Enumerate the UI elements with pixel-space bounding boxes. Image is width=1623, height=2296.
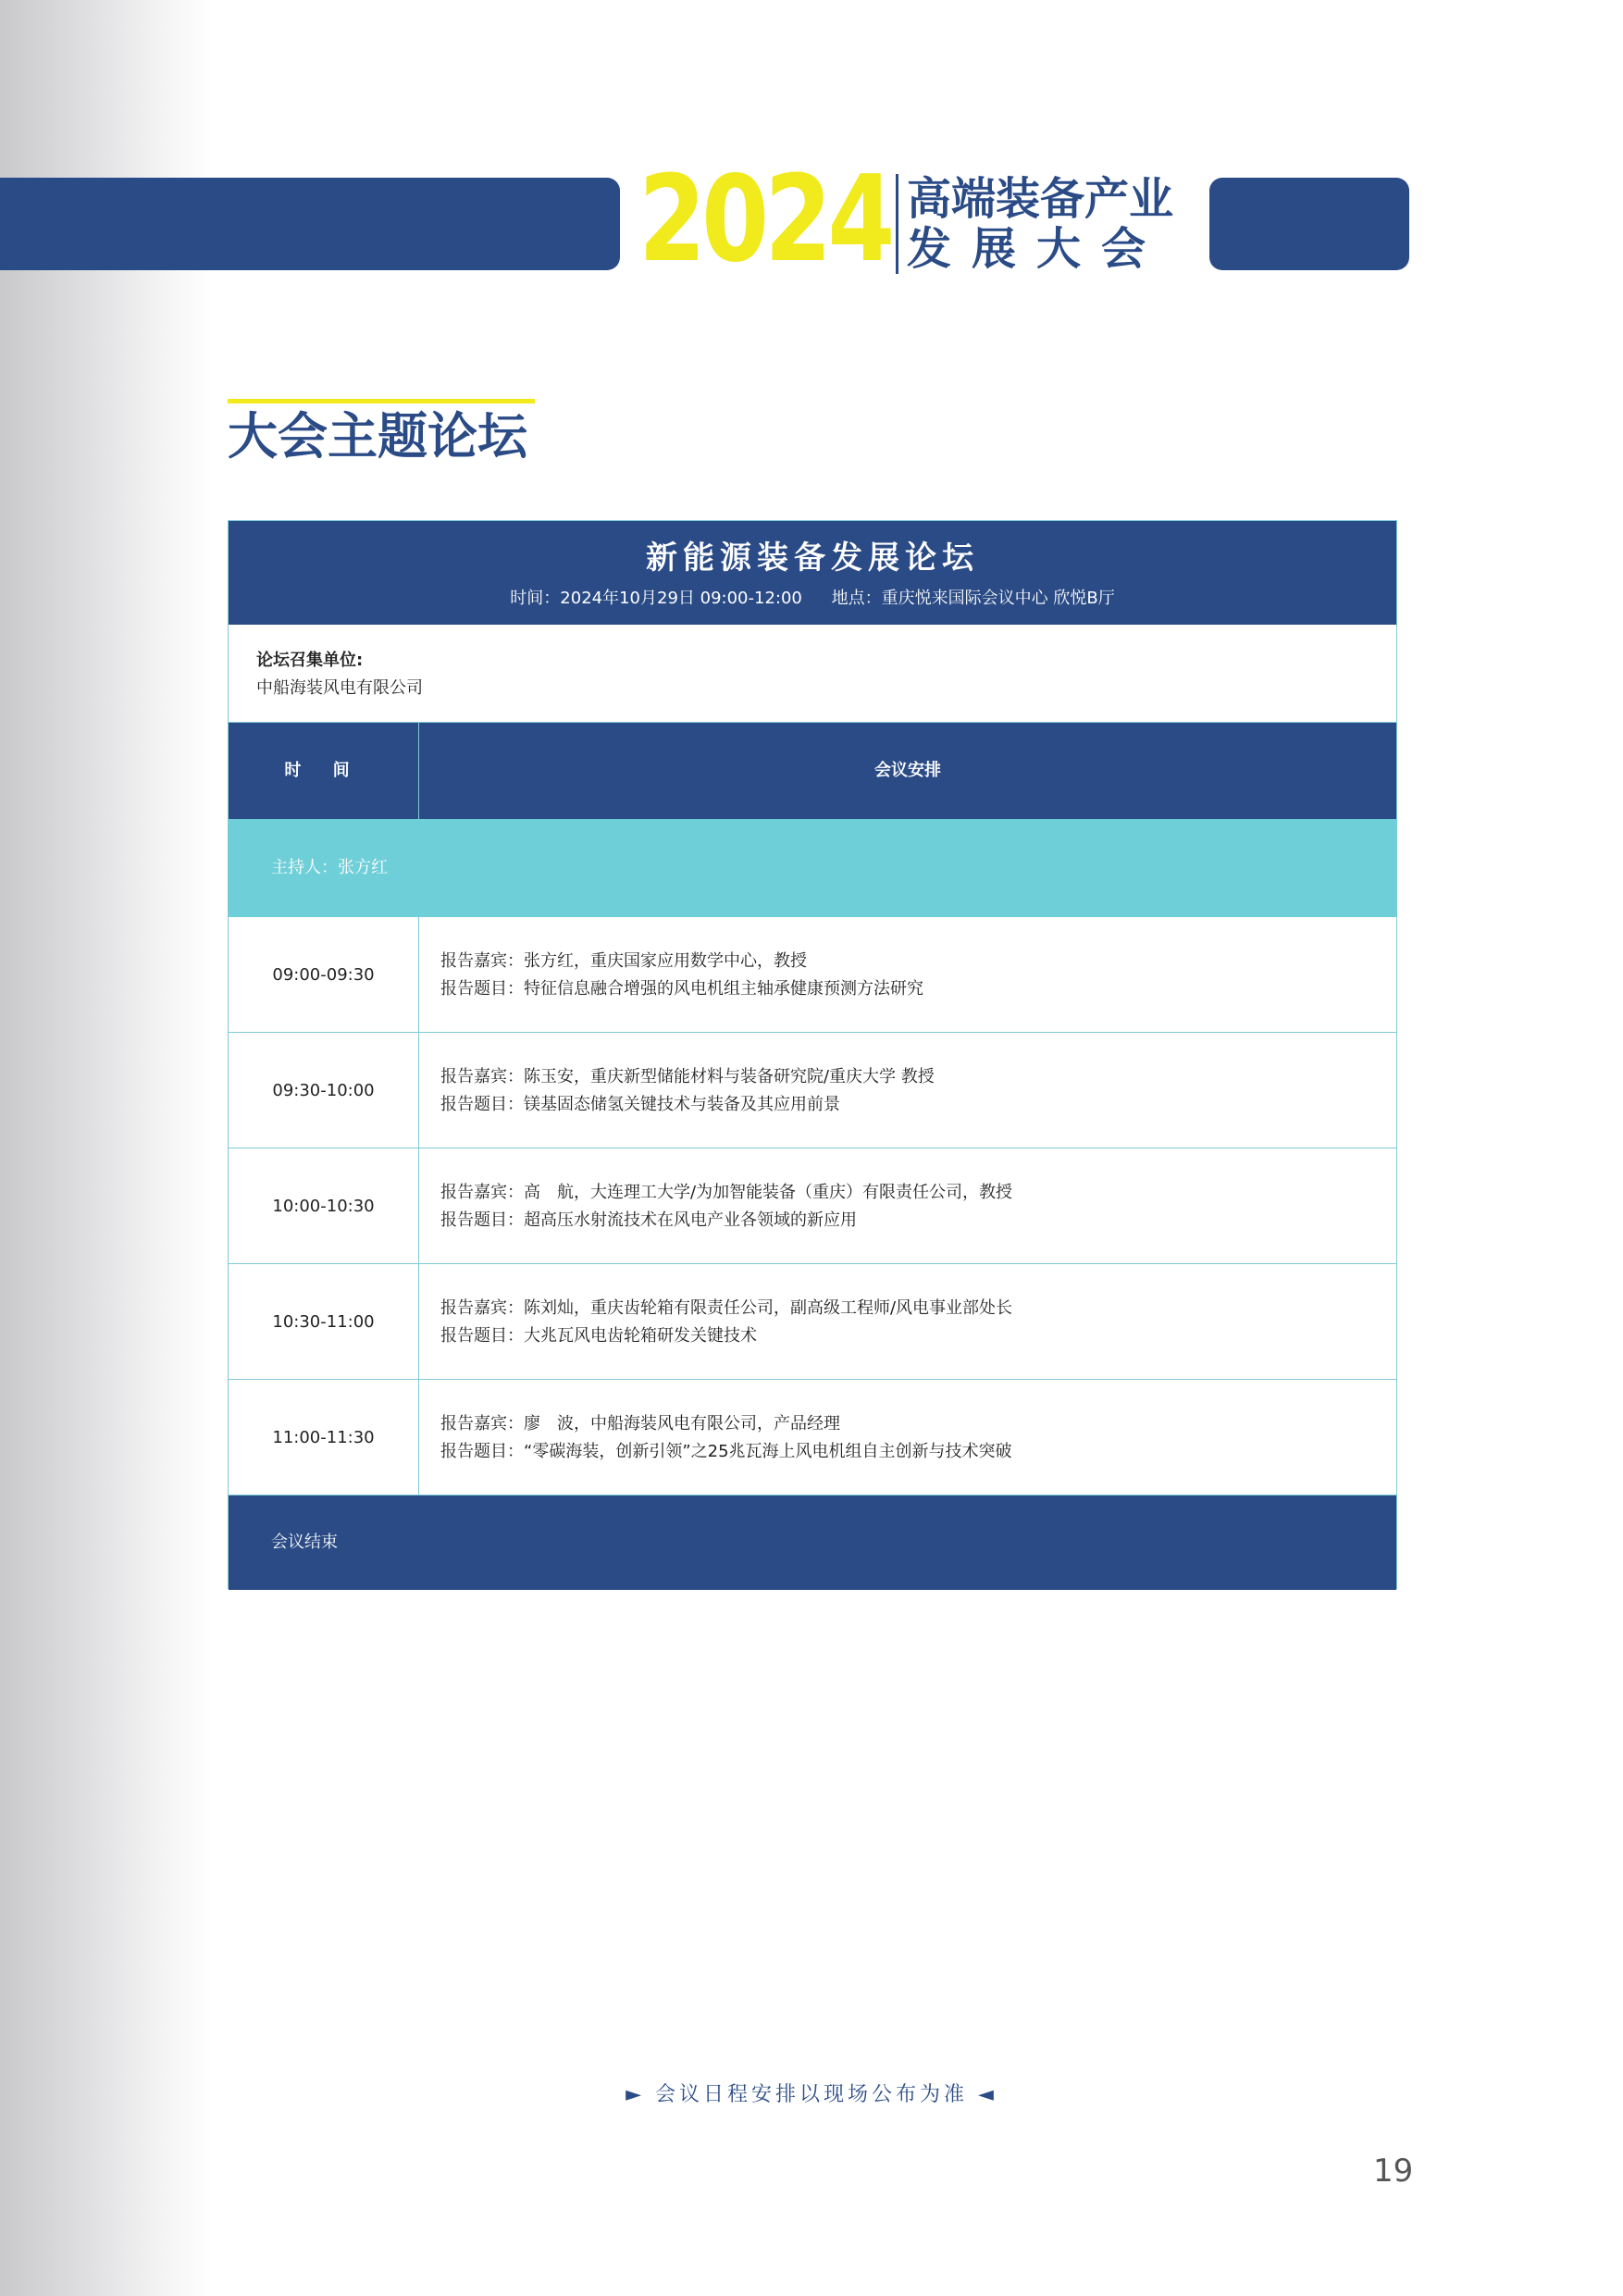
column-header-time: 时 间 <box>229 723 419 819</box>
table-row <box>229 1033 1396 1148</box>
forum-location: 地点：重庆悦来国际会议中心 欣悦B厅 <box>831 589 1115 608</box>
header-title-line2: 发展大会 <box>907 223 1167 275</box>
page-number: 19 <box>1373 2153 1414 2190</box>
section-accent-line <box>228 399 535 403</box>
row-body <box>440 1063 1378 1119</box>
end-row <box>229 1496 1396 1590</box>
row-body <box>440 948 1378 1003</box>
row-speaker: 报告嘉宾：廖 波，中船海装风电有限公司，产品经理 <box>440 1414 840 1433</box>
forum-table <box>228 520 1397 1589</box>
row-speaker: 报告嘉宾：张方红，重庆国家应用数学中心，教授 <box>440 951 807 971</box>
header-bar-right <box>1209 178 1409 270</box>
row-topic: 报告题目：特征信息融合增强的风电机组主轴承健康预测方法研究 <box>440 979 923 999</box>
row-speaker: 报告嘉宾：陈玉安，重庆新型储能材料与装备研究院/重庆大学 教授 <box>440 1067 935 1086</box>
row-body <box>440 1179 1378 1235</box>
table-row <box>229 917 1396 1033</box>
forum-meta <box>229 588 1396 610</box>
row-time: 09:00-09:30 <box>229 917 419 1032</box>
convener-block <box>229 625 1396 723</box>
table-row <box>229 1264 1396 1380</box>
row-topic: 报告题目：“零碳海装，创新引领”之25兆瓦海上风电机组自主创新与技术突破 <box>440 1442 1012 1461</box>
table-header <box>229 723 1396 819</box>
header-year: 2024 <box>638 151 891 289</box>
left-gradient-band <box>0 0 213 2296</box>
column-header-agenda: 会议安排 <box>874 761 941 780</box>
convener-value: 中船海装风电有限公司 <box>256 678 423 698</box>
row-topic: 报告题目：超高压水射流技术在风电产业各领域的新应用 <box>440 1210 857 1230</box>
row-speaker: 报告嘉宾：陈刘灿，重庆齿轮箱有限责任公司，副高级工程师/风电事业部处长 <box>440 1298 1013 1318</box>
table-row <box>229 1148 1396 1264</box>
row-time: 10:00-10:30 <box>229 1148 419 1263</box>
host-row <box>229 819 1396 917</box>
forum-time: 时间：2024年10月29日 09:00-12:00 <box>510 589 802 608</box>
header-title-line1: 高端装备产业 <box>907 173 1174 225</box>
host-text: 主持人：张方红 <box>271 858 388 877</box>
row-body <box>440 1410 1378 1466</box>
header-divider <box>896 174 898 274</box>
end-text: 会议结束 <box>271 1533 338 1552</box>
row-body <box>440 1295 1378 1350</box>
row-time: 10:30-11:00 <box>229 1264 419 1379</box>
header-title <box>907 174 1194 274</box>
row-time: 09:30-10:00 <box>229 1033 419 1148</box>
row-topic: 报告题目：大兆瓦风电齿轮箱研发关键技术 <box>440 1326 757 1346</box>
row-topic: 报告题目：镁基固态储氢关键技术与装备及其应用前景 <box>440 1095 840 1114</box>
forum-header <box>229 521 1396 625</box>
row-speaker: 报告嘉宾：高 航，大连理工大学/为加智能装备（重庆）有限责任公司，教授 <box>440 1183 1013 1202</box>
row-time: 11:00-11:30 <box>229 1380 419 1495</box>
header-bar-left <box>0 178 620 270</box>
schedule-note: ► 会议日程安排以现场公布为准 ◄ <box>626 2083 997 2106</box>
table-row <box>229 1380 1396 1496</box>
section-title: 大会主题论坛 <box>228 407 527 465</box>
convener-label: 论坛召集单位: <box>256 651 364 670</box>
forum-title: 新能源装备发展论坛 <box>646 540 979 577</box>
